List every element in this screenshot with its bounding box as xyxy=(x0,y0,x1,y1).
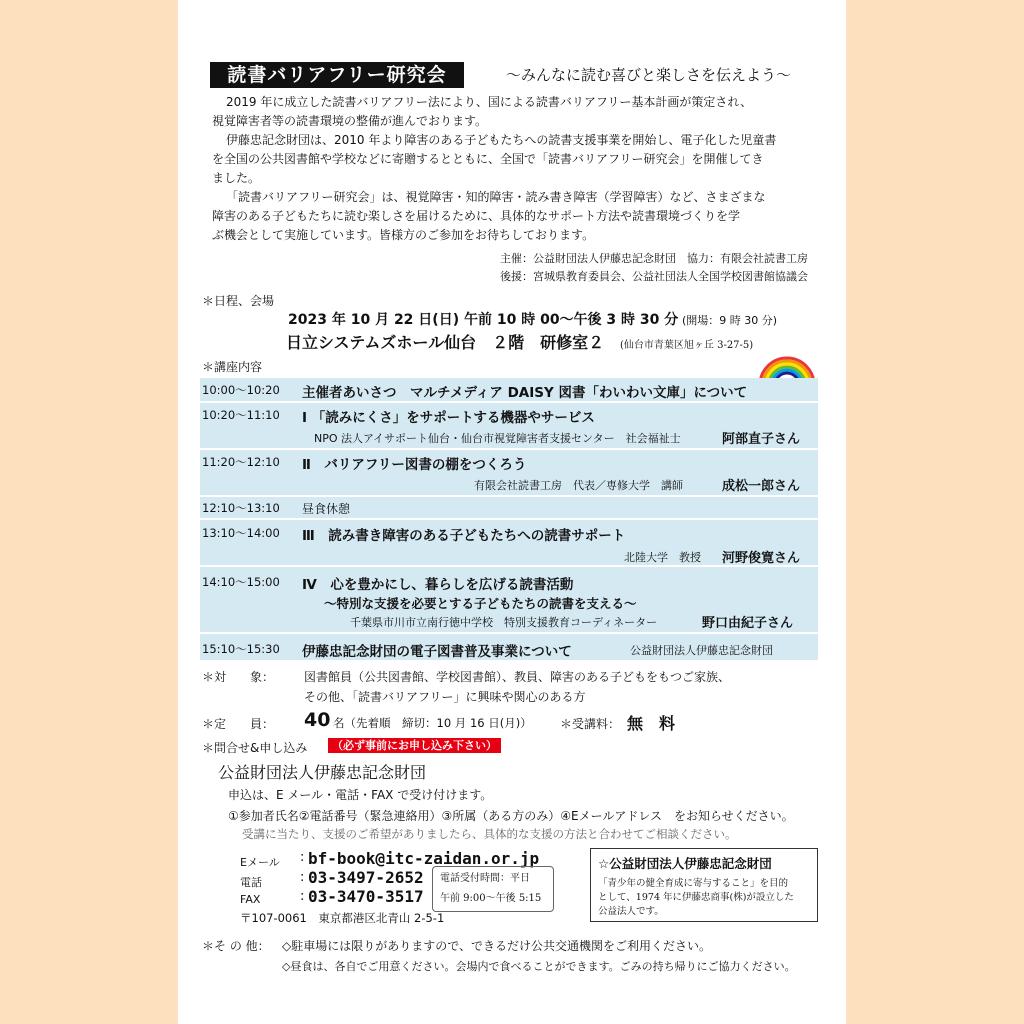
speaker-org: 公益財団法人伊藤忠記念財団 xyxy=(630,644,773,657)
info-box-title: ☆公益財団法人伊藤忠記念財団 xyxy=(598,856,772,871)
intro-line: 障害のある子どもたちに読む楽しさを届けるために、具体的なサポート方法や読書環境づくりを学 xyxy=(212,209,741,223)
info-box-line: として、1974 年に伊藤忠商事(株)が設立した xyxy=(598,892,794,903)
target-line: その他、「読書バリアフリー」に興味や関心のある方 xyxy=(304,690,586,704)
program-title: Ⅱ バリアフリー図書の棚をつくろう xyxy=(302,457,527,473)
contact-address: 〒107-0061 東京都港区北青山 2-5-1 xyxy=(240,911,445,925)
program-time: 14:10～15:00 xyxy=(202,575,280,589)
event-date: 2023 年 10 月 22 日(日) 午前 10 時 00～午後 3 時 30 分 xyxy=(288,312,679,328)
program-time: 11:20～12:10 xyxy=(202,455,280,469)
schedule-heading: ＊日程、会場 xyxy=(202,294,275,308)
program-title: 昼食休憩 xyxy=(302,502,351,516)
speaker-name: 野口由紀子さん xyxy=(702,616,794,631)
target-line: 図書館員（公共図書館、学校図書館）、教員、障害のある子どもをもつご家族、 xyxy=(304,670,731,684)
intro-line: を全国の公共図書館や学校などに寄贈するとともに、全国で「読書バリアフリー研究会」を開催してき xyxy=(212,152,764,166)
tel-label: 電話 xyxy=(240,876,262,889)
intro-line: 伊藤忠記念財団は、2010 年より障害のある子どもたちへの読書支援事業を開始し、電子化した児童書 xyxy=(226,133,777,147)
fee-label: ＊受講料： xyxy=(560,717,621,731)
program-time: 13:10～14:00 xyxy=(202,526,280,540)
program-title: Ⅲ 読み書き障害のある子どもたちへの読書サポート xyxy=(302,528,626,544)
program-title: 伊藤忠記念財団の電子図書普及事業について xyxy=(302,644,572,660)
speaker-name: 成松一郎さん xyxy=(722,479,801,494)
apply-method: 申込は、E メール・電話・FAX で受け付けます。 xyxy=(228,788,493,802)
info-box-line: 公益法人です。 xyxy=(598,906,664,917)
event-title: 読書バリアフリー研究会 xyxy=(210,62,464,88)
capacity-detail: 名（先着順 締切：10 月 16 日(月)） xyxy=(333,716,532,730)
support-line: 後援：宮城県教育委員会、公益社団法人全国学校図書館協議会 xyxy=(500,270,808,283)
program-title: Ⅰ 「読みにくさ」をサポートする機器やサービス xyxy=(302,410,595,426)
colon: : xyxy=(300,870,305,885)
email-label: Eメール xyxy=(240,856,280,869)
speaker-org: 千葉県市川市立南行徳中学校 特別支援教育コーディネーター xyxy=(350,616,658,629)
row-divider xyxy=(200,518,818,520)
speaker-org: 北陸大学 教授 xyxy=(624,551,701,564)
intro-line: ぶ機会として実施しています。皆様方のご参加をお待ちしております。 xyxy=(212,228,595,242)
row-divider xyxy=(200,401,818,403)
row-divider xyxy=(200,448,818,450)
venue-address: (仙台市青葉区旭ヶ丘 3-27-5) xyxy=(620,340,754,351)
advance-registration-badge: （必ず事前にお申し込み下さい） xyxy=(328,738,501,753)
row-divider xyxy=(200,495,818,497)
event-venue: 日立システムズホール仙台 ２階 研修室２ xyxy=(286,333,605,352)
colon: : xyxy=(300,850,305,865)
opening-time: (開場：9 時 30 分) xyxy=(682,314,778,327)
program-title: Ⅳ 心を豊かにし、暮らしを広げる読書活動 xyxy=(302,577,574,593)
host-line: 主催：公益財団法人伊藤忠記念財団 協力：有限会社読書工房 xyxy=(500,252,808,265)
intro-line: 「読書バリアフリー研究会」は、視覚障害・知的障害・読み書き障害（学習障害）など、さまざまな xyxy=(226,190,766,204)
program-title: 主催者あいさつ マルチメディア DAISY 図書「わいわい文庫」について xyxy=(302,385,748,401)
other-line: ◇昼食は、各自でご用意ください。会場内で食べることができます。ごみの持ち帰りにご協力ください。 xyxy=(282,960,796,973)
target-label: ＊対 象： xyxy=(202,670,275,684)
apply-items: ①参加者氏名②電話番号（緊急連絡用）③所属（ある方のみ）④Eメールアドレス をお知らせください。 xyxy=(228,809,794,823)
contact-org: 公益財団法人伊藤忠記念財団 xyxy=(218,763,427,782)
contact-tel[interactable]: 03-3497-2652 xyxy=(308,868,424,887)
program-subtitle: ～特別な支援を必要とする子どもたちの読書を支える～ xyxy=(324,596,637,611)
flyer-page xyxy=(178,0,846,1024)
info-box-line: 「青少年の健全育成に寄与すること」を目的 xyxy=(598,878,789,889)
phone-hours: 午前 9:00～午後 5:15 xyxy=(440,893,542,904)
intro-line: ました。 xyxy=(212,171,261,185)
speaker-org: NPO 法人アイサポート仙台・仙台市視覚障害者支援センター 社会福祉士 xyxy=(314,432,681,445)
phone-hours: 電話受付時間：平日 xyxy=(440,873,530,884)
contact-heading: ＊問合せ&申し込み xyxy=(202,741,308,755)
support-note: 受講に当たり、支援のご希望がありましたら、具体的な支援の方法と合わせてご相談ください。 xyxy=(242,827,737,841)
fee-value: 無 料 xyxy=(627,714,676,733)
program-heading: ＊講座内容 xyxy=(202,360,263,374)
event-subtitle: ～みんなに読む喜びと楽しさを伝えよう～ xyxy=(506,66,792,84)
program-time: 15:10～15:30 xyxy=(202,642,280,656)
other-line: ◇駐車場には限りがありますので、できるだけ公共交通機関をご利用ください。 xyxy=(282,939,711,953)
program-time: 10:20～11:10 xyxy=(202,408,280,422)
speaker-name: 阿部直子さん xyxy=(722,432,801,447)
other-label: ＊そ の 他： xyxy=(202,939,270,953)
program-time: 12:10～13:10 xyxy=(202,501,280,515)
contact-fax: 03-3470-3517 xyxy=(308,887,424,906)
speaker-org: 有限会社読書工房 代表／専修大学 講師 xyxy=(474,479,683,492)
program-time: 10:00～10:20 xyxy=(202,383,280,397)
intro-line: 2019 年に成立した読書バリアフリー法により、国による読書バリアフリー基本計画が策定され、 xyxy=(226,95,753,109)
intro-line: 視覚障害者等の読書環境の整備が進んでおります。 xyxy=(212,114,488,128)
fax-label: FAX xyxy=(240,893,261,906)
row-divider xyxy=(200,632,818,634)
capacity-label: ＊定 員： xyxy=(202,717,275,731)
speaker-name: 河野俊寛さん xyxy=(722,551,801,566)
colon: : xyxy=(300,889,305,904)
capacity-number: 40 xyxy=(304,709,331,731)
contact-email[interactable]: bf-book@itc-zaidan.or.jp xyxy=(308,849,540,868)
